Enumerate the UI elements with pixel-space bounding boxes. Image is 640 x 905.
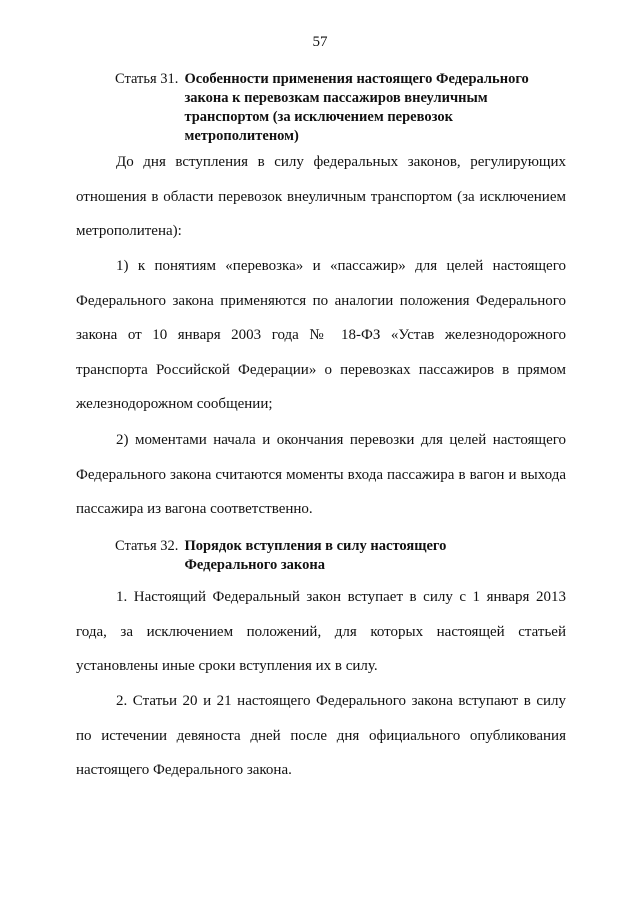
article-31-label: Статья 31.	[115, 71, 179, 87]
page-number: 57	[312, 34, 328, 50]
article-31-item-2-paragraph: 2) моментами начала и окончания перевозки для целей настоящего Федерального закона считаются моменты входа пассажира в вагон и выхода пассажира из вагона соответственно.	[76, 432, 566, 517]
article-32-part-1-paragraph: 1. Настоящий Федеральный закон вступает в силу с 1 января 2013 года, за исключением положений, для которых настоящей статьей установлены иные сроки вступления их в силу.	[76, 589, 566, 674]
article-32-label: Статья 32.	[115, 538, 179, 554]
article-31-title: Особенности применения настоящего Федерального закона к перевозкам пассажиров внеуличным транспортом (за исключением перевозок метрополитеном)	[184, 71, 529, 144]
article-31-heading	[115, 70, 585, 146]
article-32-heading	[115, 537, 585, 575]
article-32-part-2-paragraph: 2. Статьи 20 и 21 настоящего Федерального закона вступают в силу по истечении девяноста дней после дня официального опубликования настоящего Федерального закона.	[76, 693, 566, 778]
article-31-item-1-paragraph: 1) к понятиям «перевозка» и «пассажир» для целей настоящего Федерального закона применяются по аналогии положения Федерального закона от 10 января 2003 года № 18-ФЗ «Устав железнодорожного транспорта Российской Федерации» о перевозках пассажиров в прямом железнодорожном сообщении;	[76, 258, 566, 412]
article-32-title: Порядок вступления в силу настоящего Федерального закона	[184, 538, 447, 573]
article-31-intro-paragraph: До дня вступления в силу федеральных законов, регулирующих отношения в области перевозок внеуличным транспортом (за исключением метрополитена):	[76, 154, 566, 239]
